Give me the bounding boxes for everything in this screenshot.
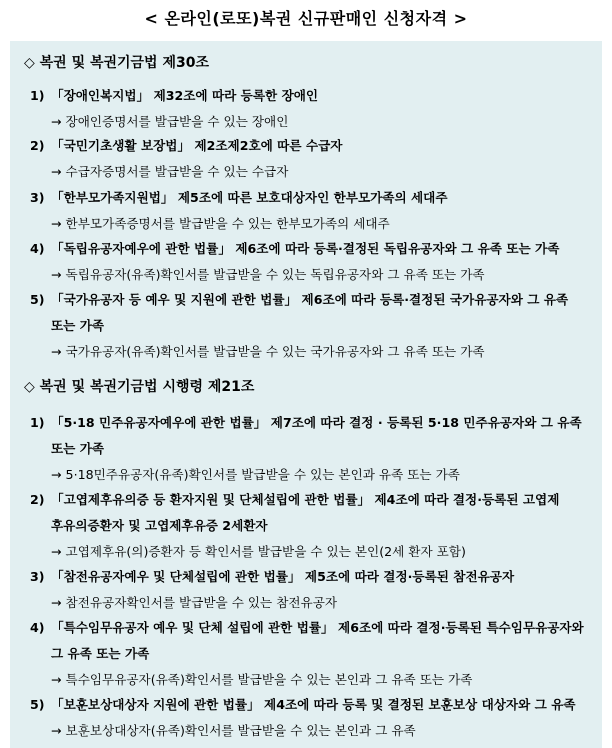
- item-number: 3): [30, 190, 45, 205]
- item-text: 「5·18 민주유공자예우에 관한 법률」 제7조에 따라 결정 · 등록된 5·18 민주유공자와 그 유족: [51, 415, 582, 430]
- item-line: [30, 487, 596, 513]
- item-number: 4): [30, 241, 45, 256]
- list-item: [30, 615, 596, 693]
- section-heading-decree-21: ◇ 복권 및 복권기금법 시행령 제21조: [24, 379, 255, 395]
- eligibility-panel: [10, 41, 602, 748]
- item-line: [30, 564, 596, 590]
- item-text: 「보훈보상대상자 지원에 관한 법률」 제4조에 따라 등록 및 결정된 보훈보상 대상자와 그 유족: [51, 697, 576, 712]
- page-title: < 온라인(로또)복권 신규판매인 신청자격 >: [144, 9, 468, 28]
- item-line: [30, 133, 596, 159]
- item-number: 5): [30, 697, 45, 712]
- item-line: [30, 692, 596, 718]
- list-item: [30, 236, 596, 288]
- item-sub-text: → 국가유공자(유족)확인서를 발급받을 수 있는 국가유공자와 그 유족 또는 가족: [51, 344, 485, 359]
- item-text: 「한부모가족지원법」 제5조에 따른 보호대상자인 한부모가족의 세대주: [51, 190, 448, 205]
- item-text: 「국민기초생활 보장법」 제2조제2호에 따른 수급자: [51, 138, 343, 153]
- item-number: 3): [30, 569, 45, 584]
- item-text-continued: 또는 가족: [51, 441, 105, 456]
- item-line: [30, 410, 596, 436]
- item-line: [30, 185, 596, 211]
- item-number: 1): [30, 415, 45, 430]
- item-sub-text: → 참전유공자확인서를 발급받을 수 있는 참전유공자: [51, 595, 338, 610]
- item-number: 2): [30, 138, 45, 153]
- list-item: [30, 564, 596, 616]
- item-sub-text: → 독립유공자(유족)확인서를 발급받을 수 있는 독립유공자와 그 유족 또는 가족: [51, 267, 485, 282]
- item-line: [30, 287, 596, 313]
- item-line: [30, 236, 596, 262]
- item-line: [30, 83, 596, 109]
- list-item: [30, 692, 596, 744]
- list-item: [30, 133, 596, 185]
- item-text-continued: 또는 가족: [51, 318, 105, 333]
- list-item: [30, 185, 596, 237]
- item-sub-text: → 수급자증명서를 발급받을 수 있는 수급자: [51, 164, 289, 179]
- list-item: [30, 83, 596, 135]
- item-text: 「장애인복지법」 제32조에 따라 등록한 장애인: [51, 88, 319, 103]
- item-sub-text: → 장애인증명서를 발급받을 수 있는 장애인: [51, 114, 289, 129]
- item-text: 「국가유공자 등 예우 및 지원에 관한 법률」 제6조에 따라 등록·결정된 국가유공자와 그 유족: [51, 292, 569, 307]
- item-sub-text: → 보훈보상대상자(유족)확인서를 발급받을 수 있는 본인과 그 유족: [51, 723, 416, 738]
- item-number: 5): [30, 292, 45, 307]
- item-number: 2): [30, 492, 45, 507]
- item-sub-text: → 고엽제후유(의)증환자 등 확인서를 발급받을 수 있는 본인(2세 환자 포함): [51, 544, 466, 559]
- item-text: 「참전유공자예우 및 단체설립에 관한 법률」 제5조에 따라 결정·등록된 참전유공자: [51, 569, 515, 584]
- section-heading-article-30: ◇ 복권 및 복권기금법 제30조: [24, 55, 209, 71]
- item-number: 1): [30, 88, 45, 103]
- item-text-continued: 그 유족 또는 가족: [51, 646, 150, 661]
- item-text: 「고엽제후유의증 등 환자지원 및 단체설립에 관한 법률」 제4조에 따라 결정·등록된 고엽제: [51, 492, 560, 507]
- list-item: [30, 487, 596, 565]
- item-sub-text: → 특수임무유공자(유족)확인서를 발급받을 수 있는 본인과 그 유족 또는 가족: [51, 672, 473, 687]
- list-item: [30, 410, 596, 488]
- item-sub-text: → 한부모가족증명서를 발급받을 수 있는 한부모가족의 세대주: [51, 216, 390, 231]
- item-text: 「특수임무유공자 예우 및 단체 설립에 관한 법률」 제6조에 따라 결정·등록된 특수임무유공자와: [51, 620, 584, 635]
- list-item: [30, 287, 596, 365]
- item-text: 「독립유공자예우에 관한 법률」 제6조에 따라 등록·결정된 독립유공자와 그 유족 또는 가족: [51, 241, 560, 256]
- item-line: [30, 615, 596, 641]
- item-sub-text: → 5·18민주유공자(유족)확인서를 발급받을 수 있는 본인과 유족 또는 가족: [51, 467, 460, 482]
- item-text-continued: 후유의증환자 및 고엽제후유증 2세환자: [51, 518, 268, 533]
- item-number: 4): [30, 620, 45, 635]
